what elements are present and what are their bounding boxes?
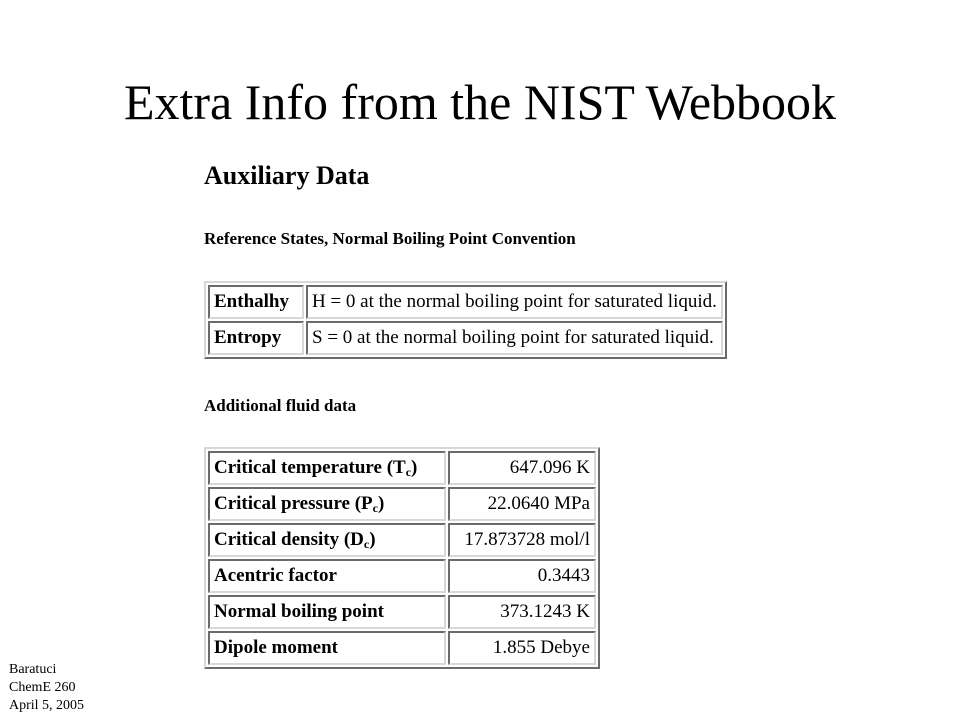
- table-row: [208, 595, 596, 629]
- acentric-factor-value: 0.3443: [448, 559, 596, 593]
- footer-author: Baratuci: [9, 662, 57, 677]
- dipole-moment-value: 1.855 Debye: [448, 631, 596, 665]
- footer-date: April 5, 2005: [9, 698, 85, 713]
- enthalpy-value: H = 0 at the normal boiling point for saturated liquid.: [306, 285, 723, 319]
- reference-states-table: [204, 281, 727, 359]
- table-row: [208, 451, 596, 485]
- table-row: [208, 487, 596, 521]
- auxiliary-data-heading: Auxiliary Data: [204, 161, 370, 190]
- critical-density-label: Critical density $(D_c)$: [208, 523, 446, 557]
- footer-course: ChemE 260: [9, 680, 76, 695]
- table-row: [208, 285, 723, 319]
- normal-boiling-point-value: 373.1243 K: [448, 595, 596, 629]
- table-row: [208, 523, 596, 557]
- additional-fluid-data-heading: Additional fluid data: [204, 396, 357, 415]
- table-row: [208, 631, 596, 665]
- table-row: [208, 321, 723, 355]
- slide-footer: [9, 661, 84, 715]
- critical-temperature-value: 647.096 K: [448, 451, 596, 485]
- reference-states-heading: Reference States, Normal Boiling Point Convention: [204, 229, 576, 248]
- normal-boiling-point-label: Normal boiling point: [208, 595, 446, 629]
- fluid-data-table: [204, 447, 600, 669]
- critical-pressure-value: 22.0640 MPa: [448, 487, 596, 521]
- slide-title: Extra Info from the NIST Webbook: [123, 74, 837, 130]
- entropy-label: Entropy: [208, 321, 304, 355]
- critical-temperature-label: Critical temperature $(T_c)$: [208, 451, 446, 485]
- entropy-value: S = 0 at the normal boiling point for saturated liquid.: [306, 321, 723, 355]
- acentric-factor-label: Acentric factor: [208, 559, 446, 593]
- critical-pressure-label: Critical pressure $(P_c)$: [208, 487, 446, 521]
- critical-density-value: 17.873728 mol/l: [448, 523, 596, 557]
- enthalpy-label: Enthalhy: [208, 285, 304, 319]
- dipole-moment-label: Dipole moment: [208, 631, 446, 665]
- table-row: [208, 559, 596, 593]
